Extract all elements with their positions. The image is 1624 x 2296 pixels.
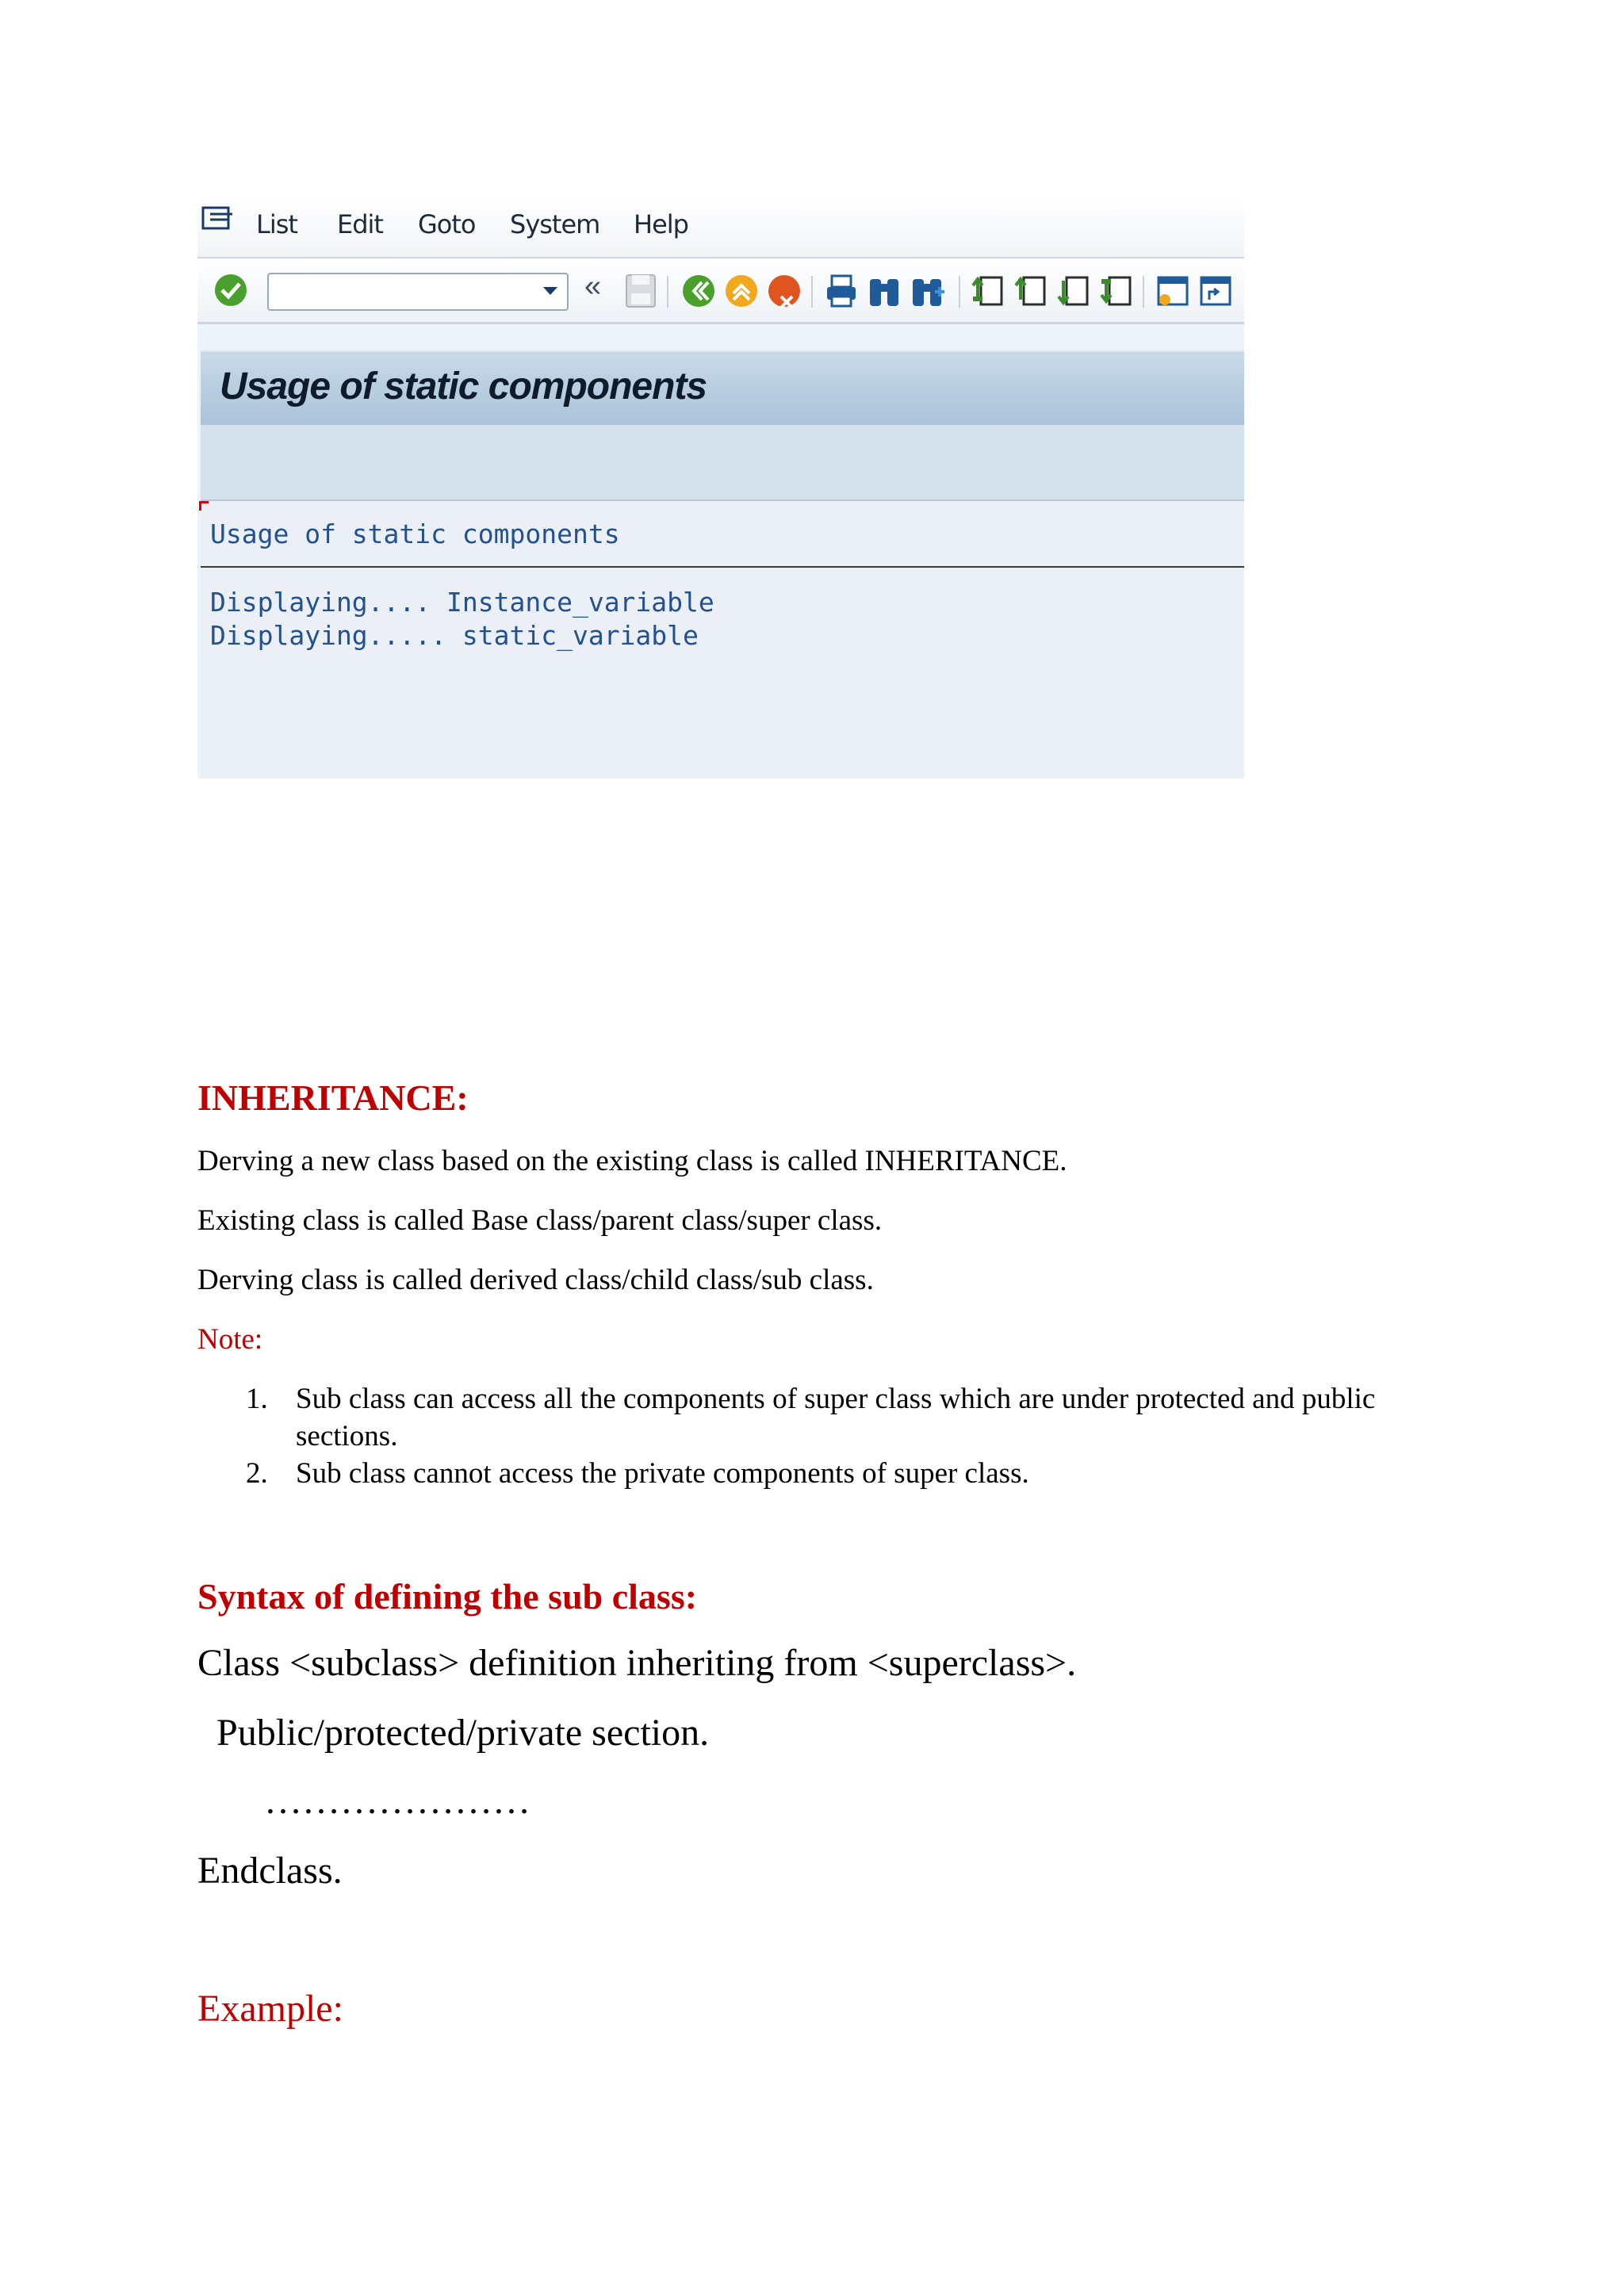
menu-icon[interactable]: [201, 205, 234, 237]
screen-title: Usage of static components: [220, 365, 707, 408]
last-page-icon[interactable]: [1100, 273, 1135, 313]
syntax-line: Public/protected/private section.: [216, 1712, 710, 1754]
cancel-icon[interactable]: [767, 273, 802, 313]
enter-icon[interactable]: [213, 273, 248, 312]
menu-edit[interactable]: Edit: [337, 209, 383, 239]
create-session-icon[interactable]: [1155, 273, 1190, 313]
cursor-marker: [199, 501, 209, 511]
application-toolbar: [201, 425, 1244, 501]
paragraph: Derving class is called derived class/child class/sub class.: [197, 1264, 874, 1296]
list-number: 1.: [246, 1383, 268, 1415]
menu-goto[interactable]: Goto: [418, 209, 476, 239]
menu-help[interactable]: Help: [634, 209, 688, 239]
note-label: Note:: [197, 1323, 263, 1356]
collapse-icon[interactable]: «: [584, 270, 602, 303]
chevron-down-icon[interactable]: [543, 287, 557, 295]
list-item-text: Sub class cannot access the private components of super class.: [296, 1457, 1029, 1490]
paragraph: Derving a new class based on the existing class is called INHERITANCE.: [197, 1145, 1067, 1177]
menu-list[interactable]: List: [256, 209, 297, 239]
menu-system[interactable]: System: [510, 209, 600, 239]
heading-inheritance: INHERITANCE:: [197, 1077, 469, 1118]
example-label: Example:: [197, 1988, 343, 2030]
list-line: Displaying.... Instance_variable: [210, 587, 714, 618]
syntax-line: Class <subclass> definition inheriting from <superclass>.: [197, 1642, 1077, 1684]
menu-bar: [197, 195, 1244, 258]
system-toolbar: [197, 258, 1244, 324]
title-bar: [201, 350, 1244, 425]
command-field[interactable]: [267, 273, 569, 311]
list-number: 2.: [246, 1457, 268, 1490]
syntax-line: Endclass.: [197, 1850, 343, 1892]
list-item-text: sections.: [296, 1420, 398, 1452]
list-header-rule: [201, 566, 1244, 568]
find-next-icon[interactable]: [910, 273, 948, 313]
shortcut-icon[interactable]: [1198, 273, 1233, 313]
exit-icon[interactable]: [724, 273, 759, 313]
back-icon[interactable]: [681, 273, 716, 313]
list-line: Displaying..... static_variable: [210, 620, 699, 651]
sap-screenshot: [197, 195, 1244, 779]
next-page-icon[interactable]: [1057, 273, 1092, 313]
list-item-text: Sub class can access all the components of super class which are under protected and public: [296, 1383, 1376, 1415]
find-icon[interactable]: [867, 273, 902, 313]
save-icon[interactable]: [624, 273, 657, 313]
list-header: Usage of static components: [210, 519, 620, 549]
previous-page-icon[interactable]: [1014, 273, 1049, 313]
paragraph: Existing class is called Base class/parent class/super class.: [197, 1204, 883, 1237]
syntax-dots: …………………: [264, 1780, 530, 1822]
first-page-icon[interactable]: [971, 273, 1006, 313]
heading-syntax: Syntax of defining the sub class:: [197, 1576, 698, 1617]
print-icon[interactable]: [824, 273, 859, 313]
